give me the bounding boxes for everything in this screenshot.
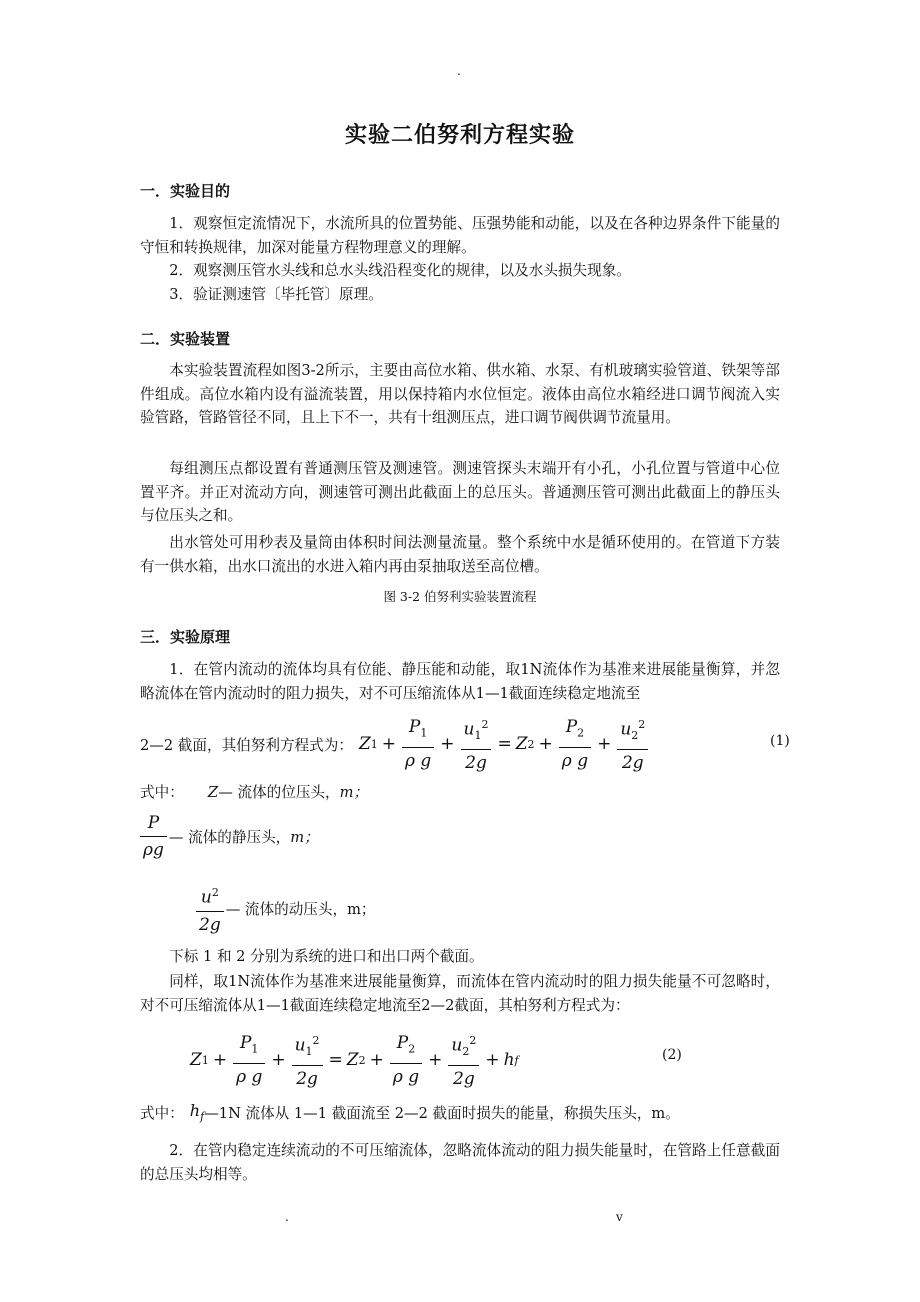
equation-2-line: [190, 1030, 519, 1090]
where-u-line: $\frac{u^2}{2g}$ — 流体的动压头，m；: [196, 882, 376, 936]
apparatus-paragraph-2: 每组测压点都设置有普通测压管及测速管。测速管探头末端开有小孔，小孔位置与管道中心位置平齐。并正对流动方向，测速管可测出此截面上的总压头。普通测压管可测出此截面上的静压头与位压头之和。: [140, 460, 780, 524]
z-description: — 流体的位压头，: [218, 784, 340, 801]
apparatus-paragraph-3: 出水管处可用秒表及量筒由体积时间法测量流量。整个系统中水是循环使用的。在管道下方装有一供水箱，出水口流出的水进入箱内再由泵抽取送至高位槽。: [140, 534, 780, 575]
u-description: — 流体的动压头，m；: [225, 901, 376, 919]
figure-caption: 图 3-2 伯努利实验装置流程: [383, 589, 537, 604]
where-hf-line: 式中： $h_f$ —1N 流体从 1—1 截面流至 2—2 截面时损失的能量，称损失压头，m。: [140, 1101, 680, 1124]
principle-paragraph-1: 1．在管内流动的流体均具有位能、静压能和动能，取1N流体作为基准来进展能量衡算，并忽略流体在管内流动时的阻力损失，对不可压缩流体从1—1截面连续稳定地流至: [140, 661, 780, 702]
equation-1-line: [140, 714, 790, 774]
where-z-line: 式中： Z — 流体的位压头， m；: [140, 782, 369, 801]
apparatus-paragraph-1: 本实验装置流程如图3-2所示，主要由高位水箱、供水箱、水泵、有机玻璃实验管道、铁架等部件组成。高位水箱内设有溢流装置，用以保持箱内水位恒定。液体由高位水箱经进口调节阀流入实验管路，管路管径不同，且上下不一，共有十组测压点，进口调节阀供调节流量用。: [140, 362, 780, 426]
purpose-item-2: 2．观察测压管水头线和总水头线沿程变化的规律，以及水头损失现象。: [169, 262, 631, 279]
purpose-item-3: 3．验证测速管〔毕托管〕原理。: [169, 286, 383, 303]
page-title: 实验二伯努利方程实验: [344, 123, 575, 148]
principle-paragraph-2: 同样，取1N流体作为基准来进展能量衡算，而流体在管内流动时的阻力损失能量不可忽略时，对不可压缩流体从1—1截面连续稳定地流至2—2截面，其柏努利方程式为：: [140, 973, 780, 1014]
section-heading-apparatus: 二．实验装置: [140, 330, 231, 348]
equation-1-prefix: 2—2 截面，其伯努利方程式为：: [140, 736, 353, 754]
principle-paragraph-3: 2．在管内稳定连续流动的不可压缩流体，忽略流体流动的阻力损失能量时，在管路上任意截面的总压头均相等。: [140, 1142, 780, 1183]
p-description: — 流体的静压头，: [168, 829, 291, 846]
section-heading-purpose: 一．实验目的: [140, 182, 231, 200]
equation-1-number: (1): [770, 733, 790, 749]
equation-2-number: (2): [662, 1047, 682, 1063]
bernoulli-equation-1: Z 1 + $\frac{P_1}{\text{ρ g}}$ + $\frac{u_1^2}{2g}$ = Z 2 + $\frac{P_2}{\text{ρ g}}$ + $\frac{u_2^2}{2g}$: [359, 714, 650, 774]
footer-right-mark: v: [616, 1210, 623, 1224]
purpose-item-1: 1．观察恒定流情况下，水流所具的位置势能、压强势能和动能，以及在各种边界条件下能量的守恒和转换规律，加深对能量方程物理意义的理解。: [140, 215, 780, 256]
bernoulli-equation-2: Z 1 + $\frac{P_1}{\text{ρ g}}$ + $\frac{u_1^2}{2g}$ = Z 2 + $\frac{P_2}{\text{ρ g}}$ + $\frac{u_2^2}{2g}$ + h f: [190, 1030, 519, 1090]
section-heading-principle: 三．实验原理: [140, 628, 231, 646]
footer-left-dot: .: [285, 1210, 289, 1224]
hf-description: —1N 流体从 1—1 截面流至 2—2 截面时损失的能量，称损失压头，m。: [204, 1104, 680, 1122]
where-p-line: $\frac{P}{\rho g}$ — 流体的静压头， m；: [140, 812, 319, 861]
header-dot: .: [457, 64, 461, 78]
subscript-note: 下标 1 和 2 分别为系统的进口和出口两个截面。: [169, 948, 484, 965]
